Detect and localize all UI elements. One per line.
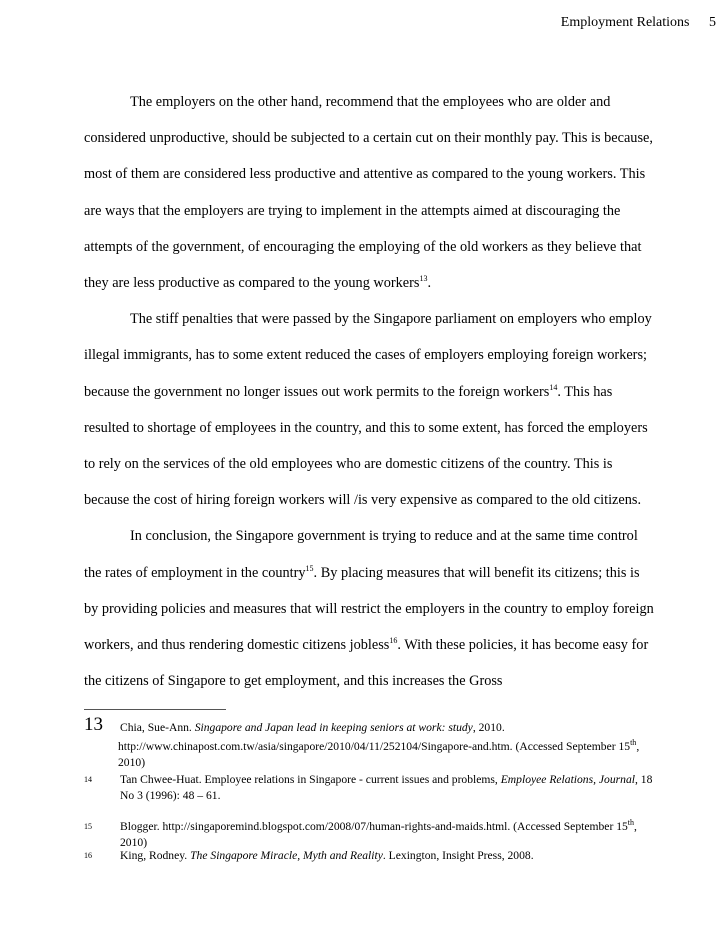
footnote-14 <box>84 772 662 804</box>
footnote-number: 13 <box>84 714 103 735</box>
footnote-number: 14 <box>84 775 92 784</box>
footnote-url: http://www.chinapost.com.tw/asia/singapore/2010/04/11/252104/Singapore-and.htm. (Accessed September 15 <box>118 740 631 753</box>
paragraph-1-text: The employers on the other hand, recommend that the employees who are older and considered unproductive, should be subjected to a certain cut on their monthly pay. This is because, most of them are considered less productive and attentive as compared to the young workers. This are ways that the employers are trying to implement in the attempts aimed at discouraging the attempts of the government, of encouraging the employing of the old workers as they believe that they are less productive as compared to the young workers <box>84 94 653 292</box>
paragraph-1-end: . <box>427 275 432 292</box>
footnote-14-text <box>120 772 662 804</box>
footnote-ref-14: 14 <box>549 382 558 392</box>
footnote-13-line-1 <box>120 718 662 736</box>
paragraph-1 <box>84 84 656 301</box>
footnote-15 <box>84 819 662 851</box>
paragraph-2-text: The stiff penalties that were passed by the Singapore parliament on employers who employ illegal immigrants, has to some extent reduced the cases of employers employing foreign workers; because the government no longer issues out work permits to the foreign workers <box>84 311 652 400</box>
paragraph-2-end: . This has resulted to shortage of employees in the country, and this to some extent, has forced the employers to rely on the services of the old employees who are domestic citizens of the country. This is because the cost of hiring foreign workers will /is very expensive as compared to the old citizens. <box>84 383 648 509</box>
footnote-separator <box>84 709 226 710</box>
footnote-text: Tan Chwee-Huat. Employee relations in Singapore - current issues and problems, <box>120 773 501 786</box>
paragraph-3-text: In conclusion, the Singapore government is trying to reduce and at the same time control the rates of employment in the country <box>84 528 638 581</box>
running-header <box>561 14 716 32</box>
ordinal-suffix: th <box>627 818 635 828</box>
body-text <box>84 84 656 699</box>
footnote-url: Blogger. http://singaporemind.blogspot.com/2008/07/human-rights-and-maids.html. (Accessed September 15 <box>120 820 628 833</box>
footnote-16 <box>84 848 662 864</box>
footnote-16-text <box>120 848 662 864</box>
paragraph-3-middle: . By placing measures that will benefit its citizens; this is by providing policies and measures that will restrict the employers in the country to employ foreign workers, and thus rendering domestic citizens jobless <box>84 564 654 654</box>
footnote-title: Singapore and Japan lead in keeping seniors at work: study <box>194 721 473 734</box>
footnote-number: 15 <box>84 822 92 831</box>
footnote-15-text <box>120 819 662 851</box>
footnote-text: , 2010) <box>120 820 637 849</box>
ordinal-suffix: th <box>630 738 637 748</box>
footnote-13 <box>84 714 662 771</box>
footnote-title: The Singapore Miracle, Myth and Reality <box>190 849 383 862</box>
page-number: 5 <box>709 15 716 30</box>
paragraph-3-end: . With these policies, it has become easy for the citizens of Singapore to get employment, and this increases the Gross <box>84 637 649 690</box>
paragraph-2 <box>84 301 656 518</box>
footnote-text: , 18 No 3 (1996): 48 – 61. <box>120 773 653 802</box>
footnote-ref-15: 15 <box>305 563 314 573</box>
footnote-title: Employee Relations, Journal <box>500 773 635 786</box>
footnote-text: King, Rodney. <box>120 849 191 862</box>
paragraph-3 <box>84 518 656 699</box>
footnote-13-line-2 <box>118 739 662 771</box>
footnote-ref-16: 16 <box>389 636 398 646</box>
footnote-ref-13: 13 <box>419 274 428 284</box>
footnote-text: , 2010) <box>118 740 640 769</box>
footnote-text: Chia, Sue-Ann. <box>120 721 195 734</box>
footnote-number: 16 <box>84 851 92 860</box>
footnote-text: , 2010. <box>472 721 505 734</box>
header-title: Employment Relations <box>560 15 690 30</box>
footnote-text: . Lexington, Insight Press, 2008. <box>382 849 534 862</box>
